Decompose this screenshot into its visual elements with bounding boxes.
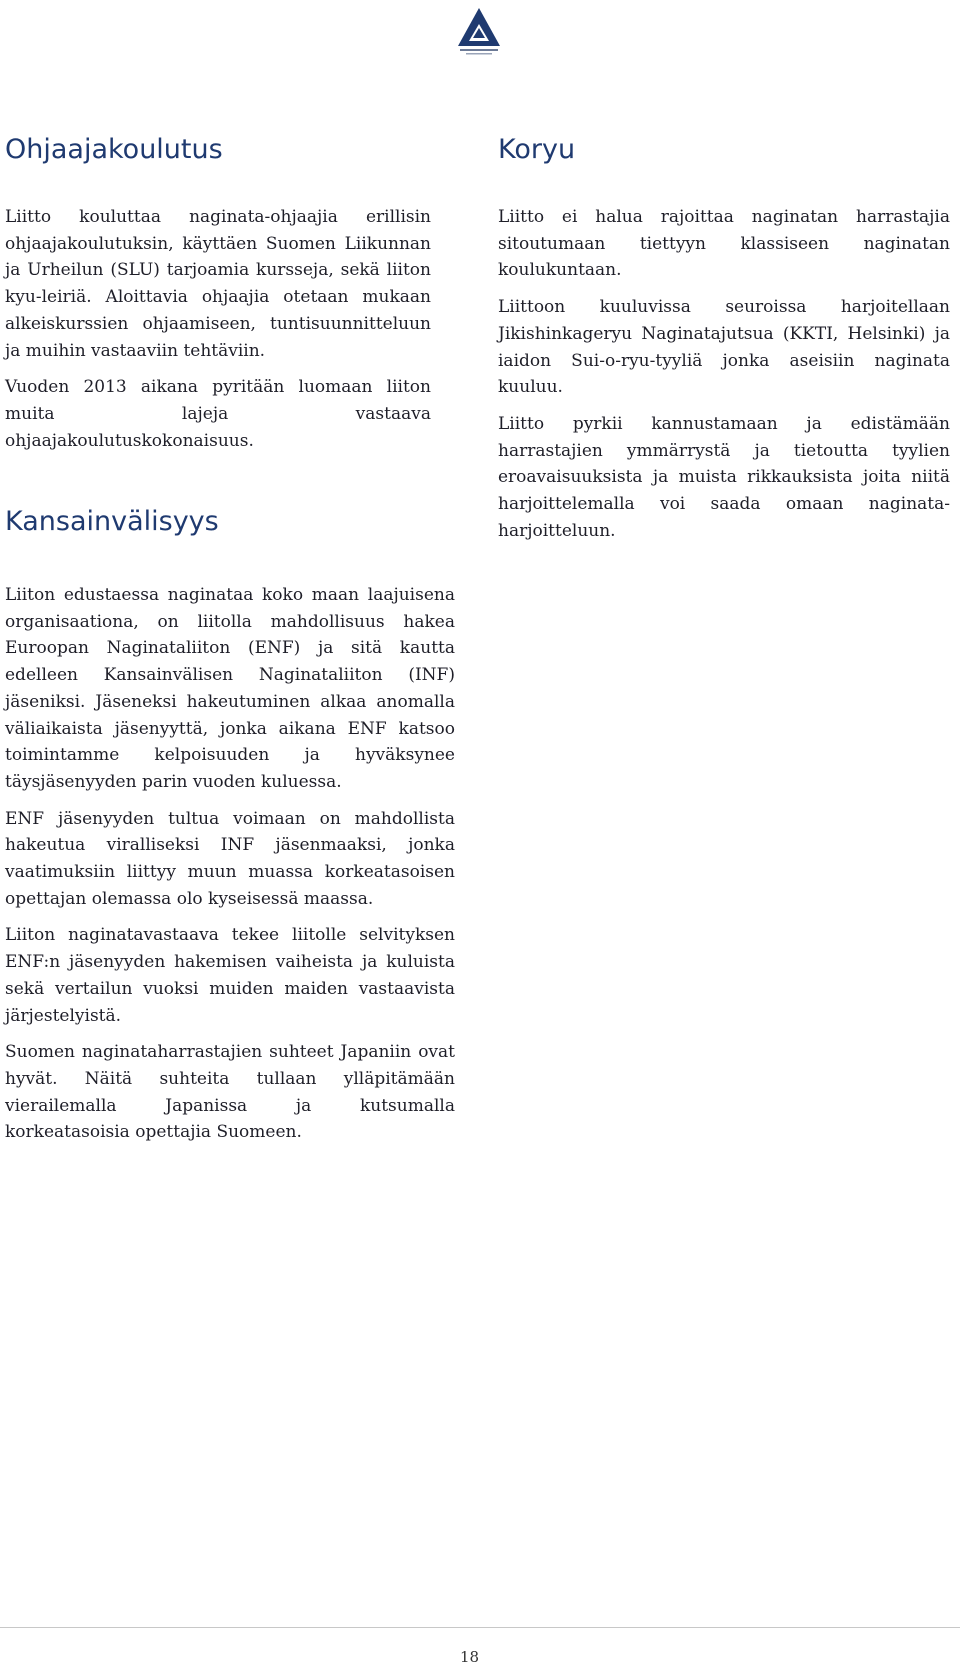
paragraph: Liitto pyrkii kannustamaan ja edistämään harrastajien ymmärrystä ja tietoutta tyylien eroavaisuuksista ja muista rikkauksista joita niitä harjoittelemalla voi saada omaan naginata-harjoitteluun. bbox=[498, 413, 950, 541]
paragraph: Suomen naginataharrastajien suhteet Japaniin ovat hyvät. Näitä suhteita tullaan ylläpitämään vierailemalla Japanissa ja kutsumalla korkeatasoisia opettajia Suomeen. bbox=[5, 1042, 455, 1143]
section-body-koryu bbox=[498, 204, 950, 554]
section-body-ohjaajakoulutus bbox=[5, 204, 431, 464]
section-title-ohjaajakoulutus: Ohjaajakoulutus bbox=[5, 134, 223, 165]
paragraph: ENF jäsenyyden tultua voimaan on mahdollista hakeutua viralliseksi INF jäsenmaaksi, jonka vaatimuksiin liittyy muun muassa korkeatasoisen opettajan olemassa olo kyseisessä maassa. bbox=[5, 808, 455, 909]
page-number: 18 bbox=[460, 1648, 480, 1666]
paragraph: Liitto ei halua rajoittaa naginatan harrastajia sitoutumaan tiettyyn klassiseen naginatan koulukuntaan. bbox=[498, 207, 950, 281]
paragraph: Liitto kouluttaa naginata-ohjaajia erillisin ohjaajakoulutuksin, käyttäen Suomen Liikunnan ja Urheilun (SLU) tarjoamia kursseja, sekä liiton kyu-leiriä. Aloittavia ohjaajia otetaan mukaan alkeiskurssien ohjaamiseen, tuntisuunnitteluun ja muihin vastaaviin tehtäviin. bbox=[5, 207, 431, 361]
footer-divider bbox=[0, 1627, 960, 1628]
paragraph: Liiton edustaessa naginataa koko maan laajuisena organisaationa, on liitolla mahdollisuus hakea Euroopan Naginataliiton (ENF) ja sitä kautta edelleen Kansainvälisen Naginataliiton (INF) jäseniksi. Jäseneksi hakeutuminen alkaa anomalla väliaikaista jäsenyyttä, jonka aikana ENF katsoo toimintamme kelpoisuuden ja hyväksynee täysjäsenyyden parin vuoden kuluessa. bbox=[5, 585, 455, 792]
section-body-kansainvalisyys bbox=[5, 582, 455, 1156]
paragraph: Liiton naginatavastaava tekee liitolle selvityksen ENF:n jäsenyyden hakemisen vaiheista ja kuluista sekä vertailun vuoksi muiden maiden vastaavista järjestelyistä. bbox=[5, 925, 455, 1026]
association-emblem-icon bbox=[448, 4, 510, 60]
section-title-koryu: Koryu bbox=[498, 134, 576, 165]
paragraph: Vuoden 2013 aikana pyritään luomaan liiton muita lajeja vastaava ohjaajakoulutuskokonaisuus. bbox=[5, 377, 431, 451]
section-title-kansainvalisyys: Kansainvälisyys bbox=[5, 506, 219, 537]
paragraph: Liittoon kuuluvissa seuroissa harjoitellaan Jikishinkageryu Naginatajutsua (KKTI, Helsinki) ja iaidon Sui-o-ryu-tyyliä jonka aseisiin naginata kuuluu. bbox=[498, 297, 950, 398]
